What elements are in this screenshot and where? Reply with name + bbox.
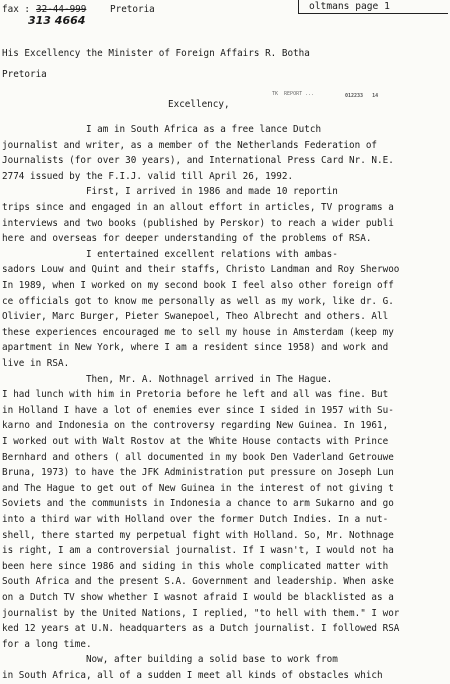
body-line: 2774 issued by the F.I.J. valid till April 26, 1992. <box>2 170 294 182</box>
body-line: I am in South Africa as a free lance Dutch <box>2 124 322 135</box>
body-line: I entertained excellent relations with ambas- <box>2 248 338 260</box>
body-line: and The Hague to get out of New Guinea in the interest of not giving t <box>2 482 394 494</box>
body-line: In 1989, when I worked on my second book I feel also other foreign off <box>2 280 394 291</box>
addressee-city: Pretoria <box>2 69 47 80</box>
body-line: ked 12 years at U.N. headquarters as a Dutch journalist. I followed RSA <box>2 623 400 635</box>
body-line: First, I arrived in 1986 and made 10 reportin <box>2 186 338 198</box>
body-line: trips since and engaged in an allout effort in articles, TV programs a <box>2 202 394 213</box>
fax-city: Pretoria <box>110 4 155 15</box>
body-line: interviews and two books (published by Perskor) to reach a wider publi <box>2 217 394 229</box>
body-line: ce officials got to know me personally as well as my work, like dr. G. <box>2 295 394 307</box>
body-line: in South Africa, all of a sudden I meet all kinds of obstacles which <box>2 670 383 681</box>
body-line: on a Dutch TV show whether I wasnot afraid I would be blacklisted as a <box>2 592 394 603</box>
received-stamp <box>272 79 342 109</box>
addressee: His Excellency the Minister of Foreign Affairs R. Botha <box>2 48 310 59</box>
fax-new-number: 313 4664 <box>28 14 86 27</box>
stamp-line: 012233 14 <box>345 93 379 99</box>
body-line: journalist and writer, as a member of the Netherlands Federation of <box>2 139 378 151</box>
stamp-line: TK REPORT ... <box>272 91 315 97</box>
body-line: Now, after building a solid base to work from <box>2 654 338 666</box>
body-line: shell, there started my perpetual fight with Holland. So, Mr. Nothnage <box>2 529 394 541</box>
received-stamp-number <box>345 81 405 101</box>
body-line: here and overseas for deeper understanding of the problems of RSA. <box>2 233 372 245</box>
body-line: is right, I am a controversial journalist. If I wasn't, I would not ha <box>2 545 394 557</box>
body-line: Soviets and the communists in Indonesia a chance to arm Sukarno and go <box>2 498 394 510</box>
fax-old-number: 32-44-999 <box>36 4 87 15</box>
body-line: apartment in New York, where I am a resident since 1958) and work and <box>2 342 389 354</box>
body-line: Bruna, 1973) to have the JFK Administration put pressure on Joseph Lun <box>2 467 394 479</box>
body-line: in Holland I have a lot of enemies ever since I sided in 1957 with Su- <box>2 404 394 416</box>
body-line: live in RSA. <box>2 358 70 369</box>
body-line: karno and Indonesia on the controversy regarding New Guinea. In 1961, <box>2 420 389 432</box>
salutation: Excellency, <box>168 99 230 110</box>
body-line: Then, Mr. A. Nothnagel arrived in The Hague. <box>2 373 333 385</box>
fax-label: fax : <box>2 4 30 15</box>
body-line: Journalists (for over 30 years), and International Press Card Nr. N.E. <box>2 155 394 167</box>
body-line: Olivier, Marc Burger, Pieter Swanepoel, Theo Albrecht and others. All <box>2 311 389 323</box>
body-line: for a long time. <box>2 638 92 650</box>
body-line: I worked out with Walt Rostov at the White House contacts with Prince <box>2 436 389 447</box>
page-header: oltmans page 1 <box>298 0 448 14</box>
body-line: these experiences encouraged me to sell my house in Amsterdam (keep my <box>2 326 394 338</box>
body-line: journalist by the United Nations, I replied, "to hell with them." I wor <box>2 607 400 619</box>
body-line: been here since 1986 and siding in this whole complicated matter with <box>2 560 389 572</box>
body-line: sadors Louw and Quint and their staffs, Christo Landman and Roy Sherwoo <box>2 264 400 276</box>
body-line: Bernhard and others ( all documented in my book Den Vaderland Getrouwe <box>2 451 394 463</box>
body-line: into a third war with Holland over the former Dutch Indies. In a nut- <box>2 514 389 525</box>
body-line: I had lunch with him in Pretoria before he left and all was fine. But <box>2 389 389 401</box>
body-line: South Africa and the present S.A. Government and leadership. When aske <box>2 576 394 588</box>
